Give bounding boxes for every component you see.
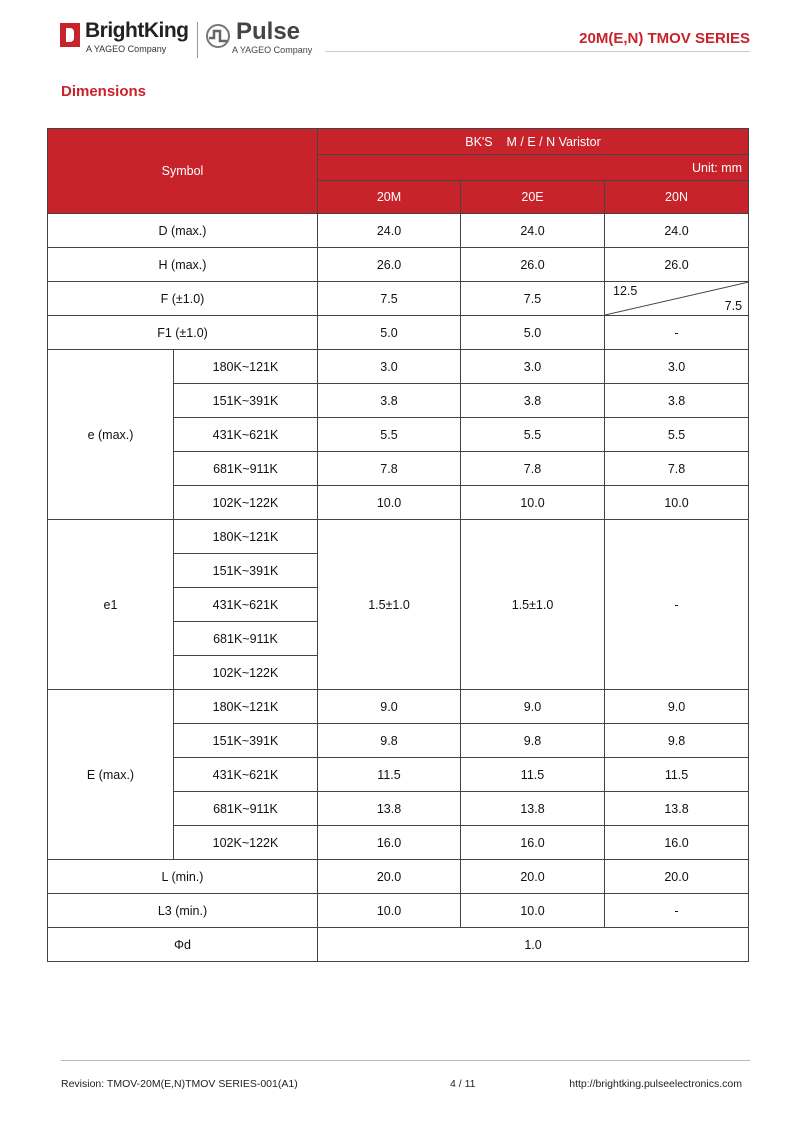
cell-value: 9.8 [318, 724, 461, 758]
cell-value: 24.0 [605, 214, 749, 248]
row-symbol: F (±1.0) [48, 282, 318, 316]
cell-value: 1.5±1.0 [318, 520, 461, 690]
cell-value: 20.0 [605, 860, 749, 894]
row-symbol: D (max.) [48, 214, 318, 248]
cell-value: 16.0 [605, 826, 749, 860]
cell-value: 24.0 [461, 214, 605, 248]
table-row [48, 282, 749, 316]
column-header-20m: 20M [318, 181, 461, 214]
table-row [48, 248, 749, 282]
footer-page-number: 4 / 11 [450, 1078, 476, 1090]
brightking-logo [60, 18, 195, 60]
cell-value: 7.8 [318, 452, 461, 486]
cell-value: 5.0 [461, 316, 605, 350]
range-label: 431K~621K [174, 588, 318, 622]
range-label: 431K~621K [174, 758, 318, 792]
cell-value: 16.0 [461, 826, 605, 860]
cell-value: 9.0 [318, 690, 461, 724]
range-label: 151K~391K [174, 384, 318, 418]
cell-value: 1.5±1.0 [461, 520, 605, 690]
split-cell [605, 282, 749, 316]
column-header-20n: 20N [605, 181, 749, 214]
cell-value: 13.8 [461, 792, 605, 826]
cell-value: 3.0 [461, 350, 605, 384]
range-label: 681K~911K [174, 622, 318, 656]
cell-value: 26.0 [461, 248, 605, 282]
cell-value: 13.8 [318, 792, 461, 826]
brightking-name: BrightKing [85, 19, 189, 42]
cell-value: 10.0 [461, 486, 605, 520]
cell-value: 10.0 [318, 486, 461, 520]
cell-value: 11.5 [318, 758, 461, 792]
series-title: 20M(E,N) TMOV SERIES [579, 30, 750, 47]
range-label: 151K~391K [174, 724, 318, 758]
table-header-row [48, 129, 749, 155]
cell-value: 5.5 [318, 418, 461, 452]
symbol-header: Symbol [48, 129, 318, 214]
diagonal-split [605, 282, 748, 315]
cell-value: 10.0 [318, 894, 461, 928]
cell-value: 7.8 [461, 452, 605, 486]
unit-label: Unit: mm [318, 155, 749, 181]
footer-revision: Revision: TMOV-20M(E,N)TMOV SERIES-001(A1) [61, 1078, 298, 1090]
cell-value: 11.5 [461, 758, 605, 792]
cell-value: 3.0 [318, 350, 461, 384]
range-label: 102K~122K [174, 486, 318, 520]
cell-value: 3.8 [461, 384, 605, 418]
pulse-name: Pulse [236, 18, 301, 45]
range-label: 102K~122K [174, 656, 318, 690]
range-label: 681K~911K [174, 452, 318, 486]
cell-value: 9.0 [605, 690, 749, 724]
cell-value: - [605, 520, 749, 690]
table-row [48, 350, 749, 384]
pulse-logo [205, 18, 325, 60]
cell-value: 5.0 [318, 316, 461, 350]
cell-value: 9.8 [605, 724, 749, 758]
cell-value: 9.8 [461, 724, 605, 758]
page-header [0, 0, 794, 70]
cell-value: 5.5 [605, 418, 749, 452]
logo-divider [197, 22, 198, 58]
row-symbol: L (min.) [48, 860, 318, 894]
range-label: 431K~621K [174, 418, 318, 452]
column-header-20e: 20E [461, 181, 605, 214]
group-symbol: e (max.) [48, 350, 174, 520]
dimensions-table [47, 128, 749, 962]
range-label: 102K~122K [174, 826, 318, 860]
cell-value: 3.0 [605, 350, 749, 384]
header-rule [325, 51, 750, 52]
table-row [48, 690, 749, 724]
cell-value: 3.8 [605, 384, 749, 418]
cell-value: 10.0 [605, 486, 749, 520]
table-row [48, 928, 749, 962]
row-symbol: L3 (min.) [48, 894, 318, 928]
cell-value: 3.8 [318, 384, 461, 418]
cell-value: 7.8 [605, 452, 749, 486]
footer-rule [61, 1060, 750, 1061]
cell-value: 11.5 [605, 758, 749, 792]
cell-value: - [605, 894, 749, 928]
cell-value: 7.5 [318, 282, 461, 316]
cell-value: 10.0 [461, 894, 605, 928]
range-label: 180K~121K [174, 350, 318, 384]
group-header: BK'S M / E / N Varistor [318, 129, 749, 155]
table-row [48, 316, 749, 350]
cell-value: 1.0 [318, 928, 749, 962]
section-title: Dimensions [61, 83, 147, 100]
row-symbol: F1 (±1.0) [48, 316, 318, 350]
pulse-subtitle: A YAGEO Company [232, 45, 313, 55]
cell-value: - [605, 316, 749, 350]
table-row [48, 860, 749, 894]
brightking-mark-icon [60, 23, 80, 47]
row-symbol: H (max.) [48, 248, 318, 282]
range-label: 681K~911K [174, 792, 318, 826]
cell-value: 7.5 [461, 282, 605, 316]
split-top-value: 12.5 [613, 284, 638, 298]
table-row [48, 520, 749, 554]
range-label: 151K~391K [174, 554, 318, 588]
cell-value: 13.8 [605, 792, 749, 826]
cell-value: 20.0 [461, 860, 605, 894]
brightking-subtitle: A YAGEO Company [86, 44, 167, 54]
pulse-mark-icon [205, 24, 233, 48]
cell-value: 20.0 [318, 860, 461, 894]
table-row [48, 214, 749, 248]
range-label: 180K~121K [174, 690, 318, 724]
cell-value: 9.0 [461, 690, 605, 724]
row-symbol: Φd [48, 928, 318, 962]
cell-value: 26.0 [605, 248, 749, 282]
range-label: 180K~121K [174, 520, 318, 554]
group-symbol: e1 [48, 520, 174, 690]
group-symbol: E (max.) [48, 690, 174, 860]
table-row [48, 894, 749, 928]
split-bottom-value: 7.5 [724, 299, 743, 313]
cell-value: 24.0 [318, 214, 461, 248]
cell-value: 5.5 [461, 418, 605, 452]
footer-url: http://brightking.pulseelectronics.com [569, 1078, 742, 1090]
cell-value: 16.0 [318, 826, 461, 860]
cell-value: 26.0 [318, 248, 461, 282]
